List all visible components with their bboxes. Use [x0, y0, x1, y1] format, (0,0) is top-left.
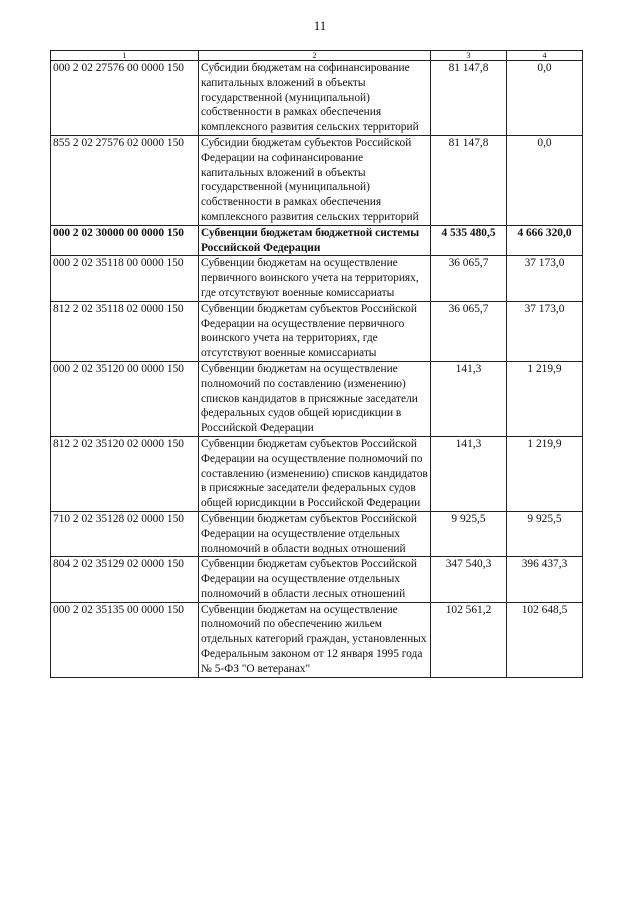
- cell-value-col4: 4 666 320,0: [507, 225, 583, 256]
- cell-value-col3: 9 925,5: [431, 511, 507, 556]
- header-row: [51, 51, 583, 61]
- header-col-1: 1: [51, 51, 199, 61]
- table-row: [51, 361, 583, 436]
- cell-budget-code: 000 2 02 27576 00 0000 150: [51, 61, 199, 136]
- cell-budget-code: 000 2 02 35135 00 0000 150: [51, 602, 199, 677]
- cell-budget-code: 000 2 02 30000 00 0000 150: [51, 225, 199, 256]
- table-row: [51, 602, 583, 677]
- cell-value-col4: 0,0: [507, 135, 583, 225]
- cell-value-col4: 1 219,9: [507, 361, 583, 436]
- header-col-2: 2: [199, 51, 431, 61]
- cell-budget-code: 812 2 02 35120 02 0000 150: [51, 436, 199, 511]
- cell-description: Субвенции бюджетам субъектов Российской Федерации на осуществление полномочий по составлению (изменению) списков кандидатов в присяжные заседатели федеральных судов общей юрисдикции в Российской Федерации: [199, 436, 431, 511]
- table-row: [51, 511, 583, 556]
- cell-value-col4: 0,0: [507, 61, 583, 136]
- table-row: [51, 256, 583, 301]
- cell-description: Субвенции бюджетам субъектов Российской Федерации на осуществление первичного воинского учета на территориях, где отсутствуют военные комиссариаты: [199, 301, 431, 361]
- cell-value-col3: 4 535 480,5: [431, 225, 507, 256]
- cell-budget-code: 710 2 02 35128 02 0000 150: [51, 511, 199, 556]
- cell-budget-code: 855 2 02 27576 02 0000 150: [51, 135, 199, 225]
- cell-description: Субвенции бюджетам на осуществление полномочий по составлению (изменению) списков кандидатов в присяжные заседатели федеральных судов общей юрисдикции в Российской Федерации: [199, 361, 431, 436]
- cell-value-col4: 9 925,5: [507, 511, 583, 556]
- cell-value-col3: 141,3: [431, 361, 507, 436]
- header-col-4: 4: [507, 51, 583, 61]
- cell-description: Субвенции бюджетам на осуществление полномочий по обеспечению жильем отдельных категорий граждан, установленных Федеральным законом от 12 января 1995 года № 5-ФЗ "О ветеранах": [199, 602, 431, 677]
- cell-value-col4: 1 219,9: [507, 436, 583, 511]
- cell-value-col3: 36 065,7: [431, 256, 507, 301]
- cell-description: Субвенции бюджетам субъектов Российской Федерации на осуществление отдельных полномочий в области водных отношений: [199, 511, 431, 556]
- cell-description: Субвенции бюджетам субъектов Российской Федерации на осуществление отдельных полномочий в области лесных отношений: [199, 557, 431, 602]
- cell-value-col3: 141,3: [431, 436, 507, 511]
- cell-value-col4: 37 173,0: [507, 301, 583, 361]
- cell-description: Субвенции бюджетам на осуществление первичного воинского учета на территориях, где отсутствуют военные комиссариаты: [199, 256, 431, 301]
- page-number: 11: [313, 18, 327, 33]
- cell-value-col3: 347 540,3: [431, 557, 507, 602]
- table-row: [51, 135, 583, 225]
- cell-value-col3: 102 561,2: [431, 602, 507, 677]
- table-row: [51, 301, 583, 361]
- cell-description: Субвенции бюджетам бюджетной системы Российской Федерации: [199, 225, 431, 256]
- table-row: [51, 225, 583, 256]
- cell-value-col3: 81 147,8: [431, 135, 507, 225]
- cell-description: Субсидии бюджетам субъектов Российской Федерации на софинансирование капитальных вложений в объекты государственной (муниципальной) собственности в рамках обеспечения комплексного развития сельских территорий: [199, 135, 431, 225]
- cell-value-col3: 36 065,7: [431, 301, 507, 361]
- cell-description: Субсидии бюджетам на софинансирование капитальных вложений в объекты государственной (муниципальной) собственности в рамках обеспечения комплексного развития сельских территорий: [199, 61, 431, 136]
- cell-value-col3: 81 147,8: [431, 61, 507, 136]
- table-row: [51, 557, 583, 602]
- cell-budget-code: 804 2 02 35129 02 0000 150: [51, 557, 199, 602]
- budget-table: [50, 50, 583, 678]
- cell-budget-code: 000 2 02 35118 00 0000 150: [51, 256, 199, 301]
- cell-value-col4: 102 648,5: [507, 602, 583, 677]
- cell-value-col4: 37 173,0: [507, 256, 583, 301]
- table-row: [51, 436, 583, 511]
- table-row: [51, 61, 583, 136]
- cell-budget-code: 000 2 02 35120 00 0000 150: [51, 361, 199, 436]
- header-col-3: 3: [431, 51, 507, 61]
- cell-budget-code: 812 2 02 35118 02 0000 150: [51, 301, 199, 361]
- cell-value-col4: 396 437,3: [507, 557, 583, 602]
